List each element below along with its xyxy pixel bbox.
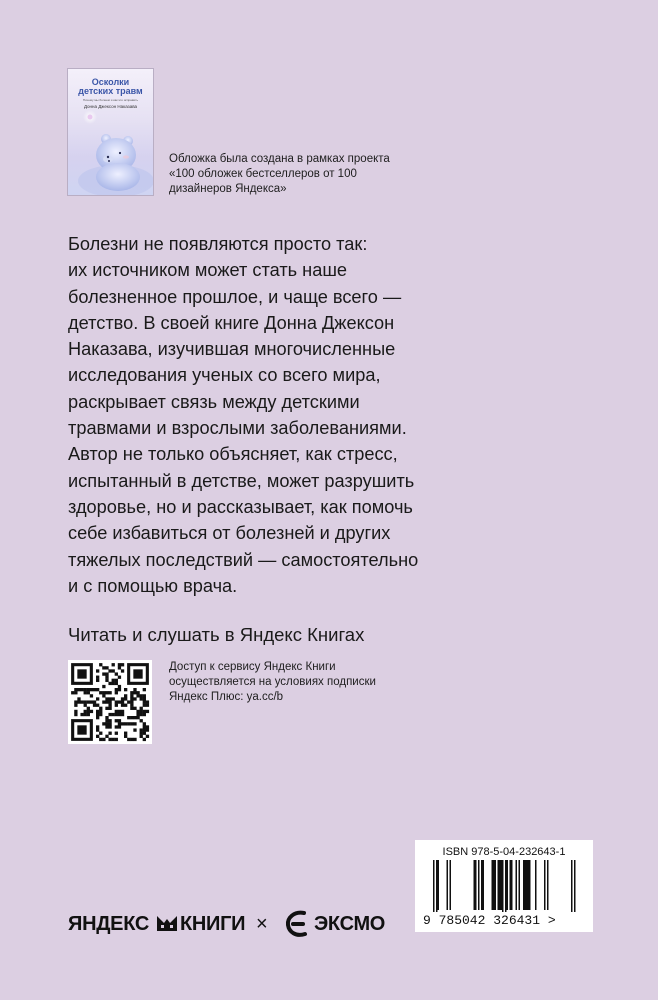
description-line: испытанный в детстве, может разрушить [68,470,415,491]
book-description [68,231,419,599]
times-sign: × [256,913,268,935]
isbn-barcode [415,840,593,932]
description-line: раскрывает связь между детскими [68,391,360,412]
isbn-label: ISBN 978-5-04-232643-1 [442,846,566,858]
access-info-text: Доступ к сервису Яндекс Книги осуществляется на условиях подписки Яндекс Плюс: ya.cc/b [169,661,376,703]
description-line: тяжелых последствий — самостоятельно [68,549,419,570]
yandex-logo: ЯНДЕКС [68,913,149,935]
description-line: детство. В своей книге Донна Джексон [68,312,395,333]
read-listen-heading: Читать и слушать в Яндекс Книгах [68,624,365,645]
description-line: Болезни не появляются просто так: [68,234,368,254]
description-line: их источником может стать наше [68,260,348,281]
publisher-logos [68,906,388,942]
description-line: Автор не только объясняет, как стресс, [68,444,398,465]
cover-credit-text: Обложка была создана в рамках проекта «100 обложек бестселлеров от 100 дизайнеров Яндекса» [169,153,390,195]
isbn-digits: 9 785042 326431 > [423,913,556,928]
books-logo: КНИГИ [180,913,246,935]
description-line: травмами и взрослыми заболеваниями. [68,418,407,439]
qr-code[interactable] [68,660,152,744]
description-line: себе избавиться от болезней и других [68,523,391,544]
description-line: здоровье, но и рассказывает, как помочь [68,496,413,517]
books-logo-icon [156,913,178,935]
description-line: исследования ученых со всего мира, [68,365,381,386]
barcode-bars [423,860,585,912]
description-line: Наказава, изучившая многочисленные [68,339,396,360]
description-line: болезненное прошлое, и чаще всего — [68,286,402,307]
cover-thumbnail [68,69,153,195]
thumbnail-title: Осколки детских травм [78,77,143,96]
eksmo-logo-icon [284,909,310,939]
thumbnail-author: Донна Джексон Наказава [83,104,138,109]
description-line: и с помощью врача. [68,575,238,596]
teddy-bear-illustration [68,69,153,195]
thumbnail-subtitle: Почему мы болеем и как это исправить [82,98,139,102]
eksmo-logo: ЭКСМО [314,913,386,935]
